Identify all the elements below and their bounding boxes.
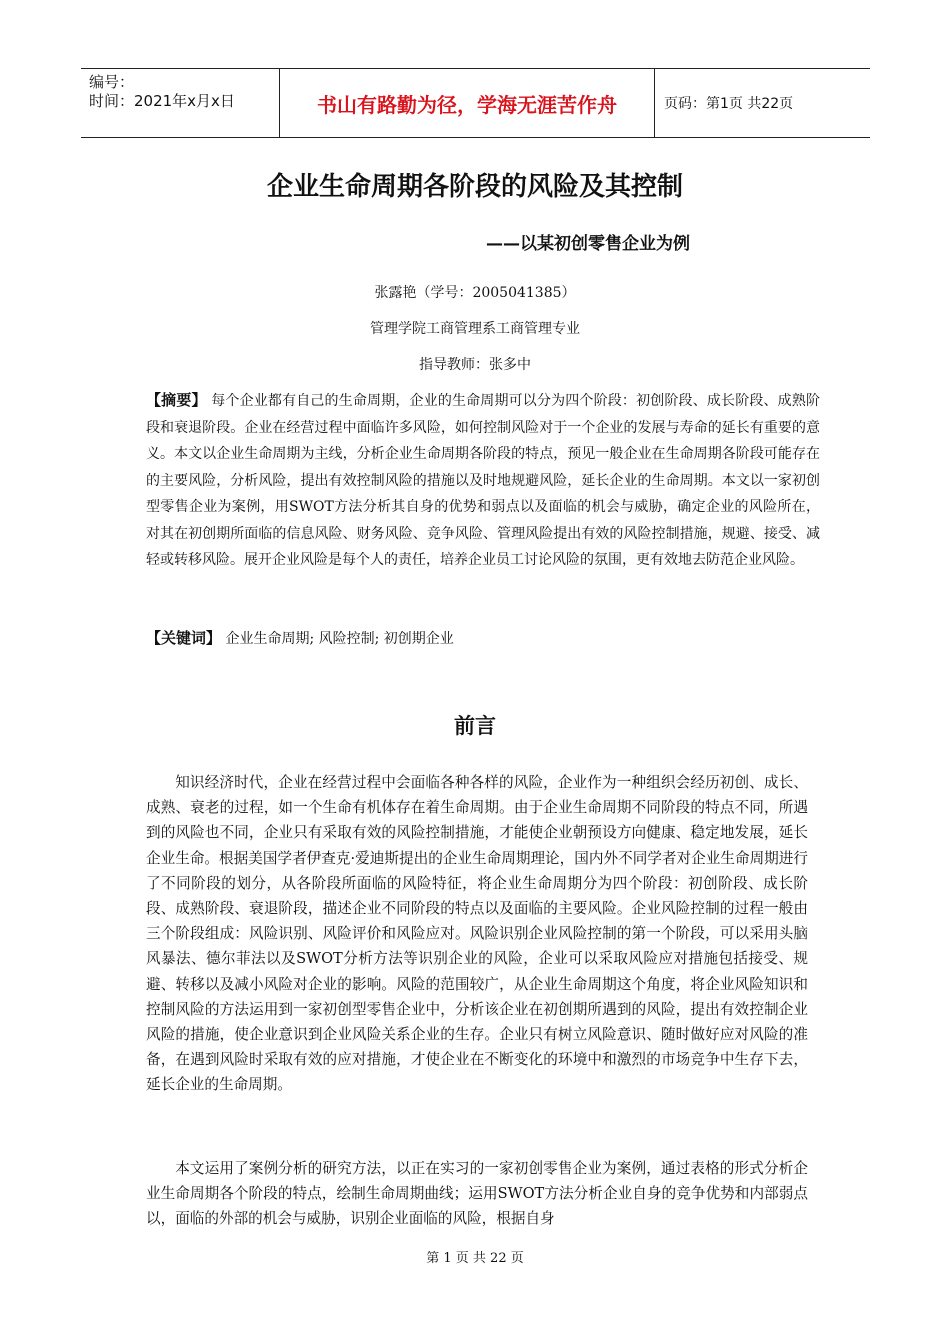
document-subtitle: ——以某初创零售企业为例: [486, 234, 690, 254]
keywords-block: [146, 625, 820, 652]
header-table: [81, 68, 870, 138]
header-page-cell: [655, 69, 870, 137]
document-date: 时间：2021年x月x日: [89, 92, 235, 110]
abstract-label: 【摘要】: [146, 391, 207, 409]
paragraph: 知识经济时代，企业在经营过程中会面临各种各样的风险，企业作为一种组织会经历初创、成长、成熟、衰老的过程，如一个生命有机体存在着生命周期。由于企业生命周期不同阶段的特点不同，所遇到的风险也不同，企业只有采取有效的风险控制措施，才能使企业朝预设方向健康、稳定地发展，延长企业生命。根据美国学者伊查克·爱迪斯提出的企业生命周期理论，国内外不同学者对企业生命周期进行了不同阶段的划分，从各阶段所面临的风险特征，将企业生命周期分为四个阶段：初创阶段、成长阶段、成熟阶段、衰退阶段，描述企业不同阶段的特点以及面临的主要风险。企业风险控制的过程一般由三个阶段组成：风险识别、风险评价和风险应对。风险识别企业风险控制的第一个阶段，可以采用头脑风暴法、德尔菲法以及SWOT分析方法等识别企业的风险，企业可以采取风险应对措施包括接受、规避、转移以及减小风险对企业的影响。风险的范围较广，从企业生命周期这个角度，将企业风险知识和控制风险的方法运用到一家初创型零售企业中，分析该企业在初创期所遇到的风险，提出有效控制企业风险的措施，使企业意识到企业风险关系企业的生存。企业只有树立风险意识、随时做好应对风险的准备，在遇到风险时采取有效的应对措施，才使企业在不断变化的环境中和激烈的市场竞争中生存下去，延长企业的生命周期。: [146, 774, 808, 1094]
keywords-label: 【关键词】: [146, 629, 222, 647]
header-motto-cell: [280, 69, 655, 137]
document-number-label: 编号：: [89, 73, 135, 91]
header-motto: 书山有路勤为径，学海无涯苦作舟: [317, 92, 617, 117]
page-footer: 第 1 页 共 22 页: [426, 1251, 524, 1266]
abstract-text: 每个企业都有自己的生命周期，企业的生命周期可以分为四个阶段：初创阶段、成长阶段、成熟阶段和衰退阶段。企业在经营过程中面临许多风险，如何控制风险对于一个企业的发展与寿命的延长有重要的意义。本文以企业生命周期为主线，分析企业生命周期各阶段的特点，预见一般企业在生命周期各阶段可能存在的主要风险，分析风险，提出有效控制风险的措施以及时地规避风险，延长企业的生命周期。本文以一家初创型零售企业为案例，用SWOT方法分析其自身的优势和弱点以及面临的机会与威胁，确定企业的风险所在，对其在初创期所面临的信息风险、财务风险、竞争风险、管理风险提出有效的风险控制措施，规避、接受、减轻或转移风险。展开企业风险是每个人的责任，培养企业员工讨论风险的氛围，更有效地去防范企业风险。: [146, 393, 820, 568]
paragraph: 本文运用了案例分析的研究方法，以正在实习的一家初创零售企业为案例，通过表格的形式分析企业生命周期各个阶段的特点，绘制生命周期曲线；运用SWOT方法分析企业自身的竞争优势和内部弱点以，面临的外部的机会与威胁，识别企业面临的风险，根据自身: [146, 1160, 808, 1228]
section-title: 前言: [454, 714, 496, 738]
abstract-block: [146, 387, 820, 574]
header-meta-cell: [81, 69, 280, 137]
department-line: 管理学院工商管理系工商管理专业: [370, 321, 580, 337]
document-title: 企业生命周期各阶段的风险及其控制: [266, 172, 683, 202]
keywords-text: 企业生命周期; 风险控制; 初创期企业: [221, 631, 454, 647]
author-line: 张露艳（学号：2005041385）: [374, 285, 576, 301]
header-page-info: 页码：第1页 共22页: [664, 96, 794, 112]
advisor-line: 指导教师：张多中: [419, 357, 531, 373]
